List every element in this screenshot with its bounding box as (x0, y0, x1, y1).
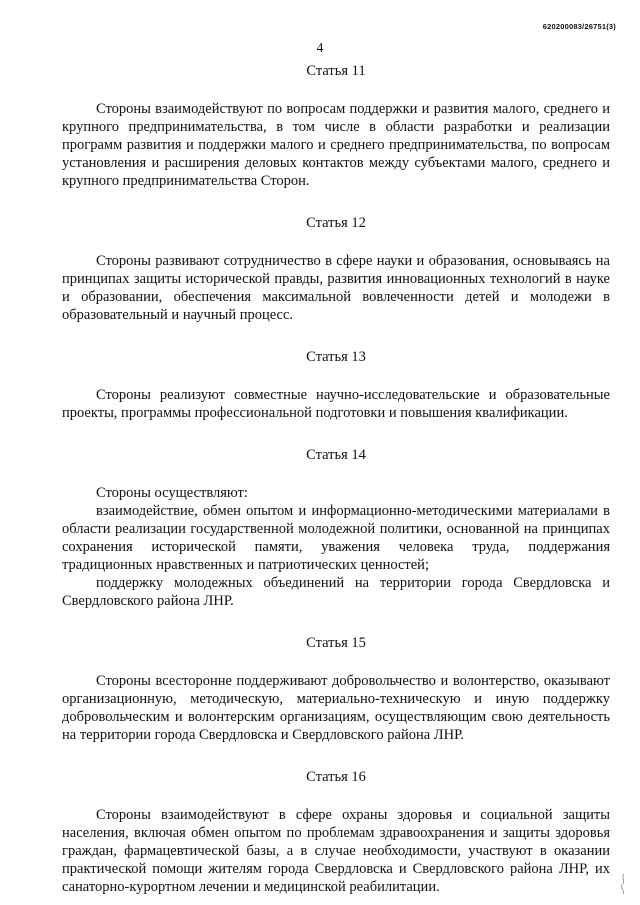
article-title: Статья 16 (306, 769, 366, 785)
document-body (62, 62, 610, 896)
article-paragraph: Стороны взаимодействуют по вопросам поддержки и развития малого, среднего и крупного предпринимательства, в том числе в области разработки и реализации программ развития и поддержки малого и среднего предпринимательства, по вопросам установления и расширения деловых контактов между субъектами малого, среднего и крупного предпринимательства Сторон. (62, 101, 610, 189)
page-number: 4 (316, 40, 324, 55)
article-paragraph: Стороны развивают сотрудничество в сфере науки и образования, основываясь на принципах защиты исторической правды, развития инновационных технологий в науке и образовании, обеспечения максимальной вовлеченности детей и молодежи в образовательный и научный процесс. (62, 253, 610, 323)
article-paragraph: Стороны реализуют совместные научно-исследовательские и образовательные проекты, программы профессиональной подготовки и повышения квалификации. (62, 387, 610, 421)
article-paragraph: Стороны всесторонне поддерживают добровольчество и волонтерство, оказывают организационную, методическую, материально-техническую и иную поддержку добровольческим и волонтерским организациям, осуществляющим свою деятельность на территории города Свердловска и Свердловского района ЛНР. (62, 673, 610, 743)
article-paragraph: поддержку молодежных объединений на территории города Свердловска и Свердловского района ЛНР. (62, 575, 610, 609)
article-12 (62, 214, 610, 324)
article-15 (62, 634, 610, 744)
article-16 (62, 768, 610, 896)
margin-scribble-mark (618, 873, 628, 895)
article-title: Статья 15 (306, 635, 366, 651)
article-title: Статья 12 (306, 215, 366, 231)
article-paragraph: Стороны взаимодействуют в сфере охраны здоровья и социальной защиты населения, включая обмен опытом по проблемам здравоохранения и защиты здоровья граждан, фармацевтической базы, а в случае необходимости, участвуют в оказании практической помощи жителям города Свердловска и Свердловского района ЛНР, их санаторно-курортном лечении и медицинской реабилитации. (62, 807, 610, 895)
document-id: 620200083/26751(3) (542, 22, 616, 31)
article-paragraph: Стороны осуществляют: (96, 485, 248, 501)
article-paragraph: взаимодействие, обмен опытом и информационно-методическими материалами в области реализации государственной молодежной политики, основанной на принципах сохранения исторической памяти, уважения человека труда, поддержания традиционных нравственных и патриотических ценностей; (62, 503, 610, 573)
article-14 (62, 446, 610, 610)
article-title: Статья 11 (306, 63, 366, 79)
article-11 (62, 62, 610, 190)
article-title: Статья 13 (306, 349, 366, 365)
article-title: Статья 14 (306, 447, 366, 463)
article-13 (62, 348, 610, 422)
